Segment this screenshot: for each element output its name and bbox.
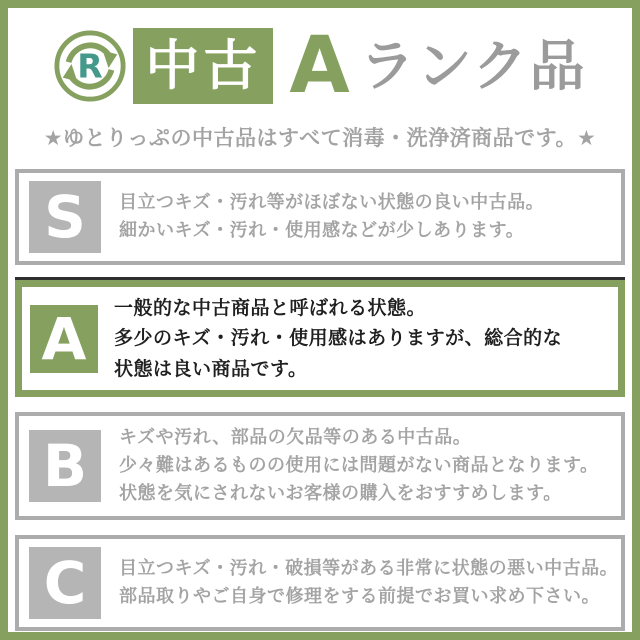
rank-description-line: 状態を気にされないお客様の購入をおすすめします。: [119, 482, 562, 504]
rank-description-line: 多少のキズ・汚れ・使用感はありますが、総合的な: [114, 327, 563, 350]
rank-letter-badge: [29, 547, 101, 619]
rank-description-line: 一般的な中古商品と呼ばれる状態。: [114, 297, 427, 319]
rank-description: [114, 293, 562, 384]
used-badge: 中古: [133, 28, 273, 104]
rank-description: [119, 424, 599, 508]
rank-description: [119, 189, 544, 245]
logo-row: [15, 20, 625, 111]
rank-description-line: 部品取りやご自身で修理をする前提でお買い求め下さい。: [119, 585, 600, 607]
rank-description-line: 少々難はあるものの使用には問題がない商品となります。: [119, 455, 599, 477]
recycle-letter: R: [77, 46, 104, 86]
rank-letter: B: [42, 432, 88, 500]
rank-list: [15, 169, 625, 631]
rank-box-b: [15, 412, 625, 520]
rank-letter-badge: [29, 430, 101, 502]
rank-box-s: [15, 169, 625, 265]
rank-letter-badge: [30, 305, 98, 373]
rank-letter-badge: [29, 181, 101, 253]
rank-box-c: [15, 535, 625, 631]
sanitized-notice: ★ゆとりっぷの中古品はすべて消毒・洗浄済商品です。★: [43, 126, 597, 150]
rank-letter: C: [43, 548, 87, 617]
recycle-r-icon: [53, 29, 127, 103]
rank-letter-headline: A: [289, 20, 350, 111]
rank-description-line: 目立つキズ・汚れ等がほぼない状態の良い中古品。: [119, 192, 545, 214]
rank-description-line: キズや汚れ、部品の欠品等のある中古品。: [119, 427, 472, 449]
rank-description-line: 目立つキズ・汚れ・破損等がある非常に状態の悪い中古品。: [119, 557, 619, 579]
rank-description: [119, 555, 618, 611]
rank-letter: S: [44, 183, 86, 251]
rank-suffix-headline: ランク品: [359, 33, 587, 98]
rank-box-a: [15, 280, 625, 397]
rank-description-line: 細かいキズ・汚れ・使用感などが少しあります。: [119, 220, 525, 241]
rank-description-line: 状態は良い商品です。: [114, 357, 308, 380]
rank-letter: A: [41, 304, 87, 373]
